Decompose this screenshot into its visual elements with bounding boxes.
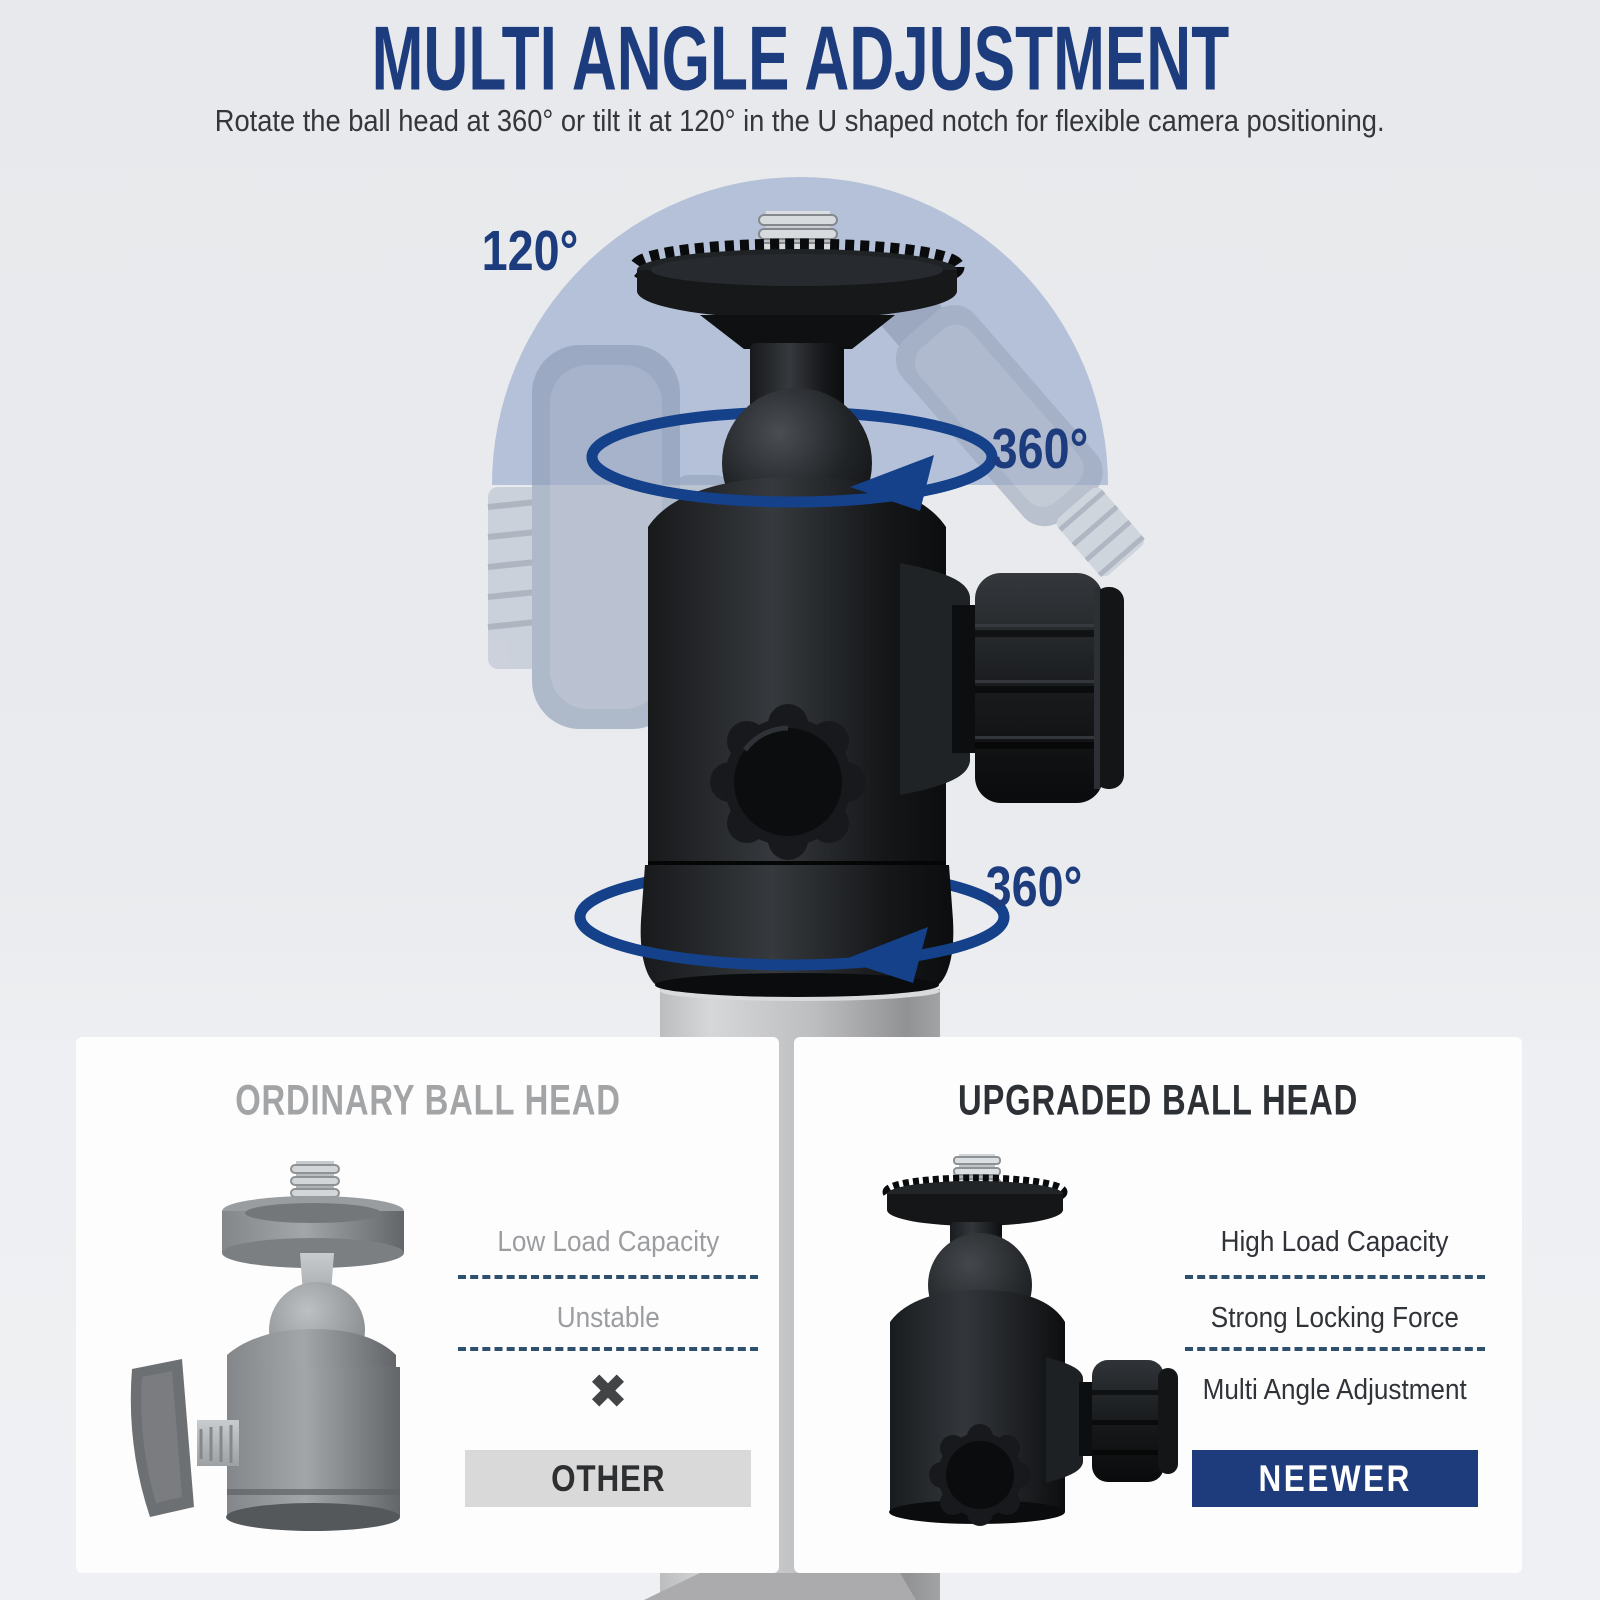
- card-title-upgraded: UPGRADED BALL HEAD: [957, 1075, 1359, 1125]
- upper-rotation-label: 360°: [991, 417, 1089, 481]
- t-handle-knob: [131, 1359, 239, 1517]
- neewer-badge: NEEWER: [1192, 1450, 1478, 1507]
- feature-item: Low Load Capacity: [497, 1226, 719, 1258]
- dashed-divider: [458, 1347, 758, 1351]
- card-title-ordinary: ORDINARY BALL HEAD: [234, 1075, 621, 1125]
- feature-item: Strong Locking Force: [1210, 1302, 1460, 1334]
- x-mark-icon: ✖: [587, 1366, 629, 1419]
- comparison-card-ordinary: [76, 1037, 779, 1573]
- feature-item: High Load Capacity: [1221, 1226, 1449, 1258]
- dashed-divider: [1185, 1347, 1485, 1351]
- locking-knob: [900, 563, 1124, 803]
- other-badge: OTHER: [465, 1450, 751, 1507]
- front-knob-small: [929, 1424, 1031, 1526]
- dashed-divider: [458, 1275, 758, 1279]
- tilt-angle-label: 120°: [481, 219, 579, 283]
- feature-item: Multi Angle Adjustment: [1202, 1374, 1468, 1406]
- lower-rotation-label: 360°: [985, 855, 1083, 919]
- comparison-card-upgraded: [794, 1037, 1522, 1573]
- page-subtitle: Rotate the ball head at 360° or tilt it at 120° in the U shaped notch for flexible camera positioning.: [215, 103, 1385, 138]
- ordinary-ball-head-image: [98, 1137, 428, 1557]
- front-knob: [710, 704, 866, 860]
- dashed-divider: [1185, 1275, 1485, 1279]
- feature-item: Unstable: [556, 1302, 660, 1334]
- locking-knob-small: [1046, 1357, 1178, 1483]
- page-title: MULTI ANGLE ADJUSTMENT: [371, 7, 1229, 109]
- upgraded-ball-head-image: [834, 1132, 1204, 1572]
